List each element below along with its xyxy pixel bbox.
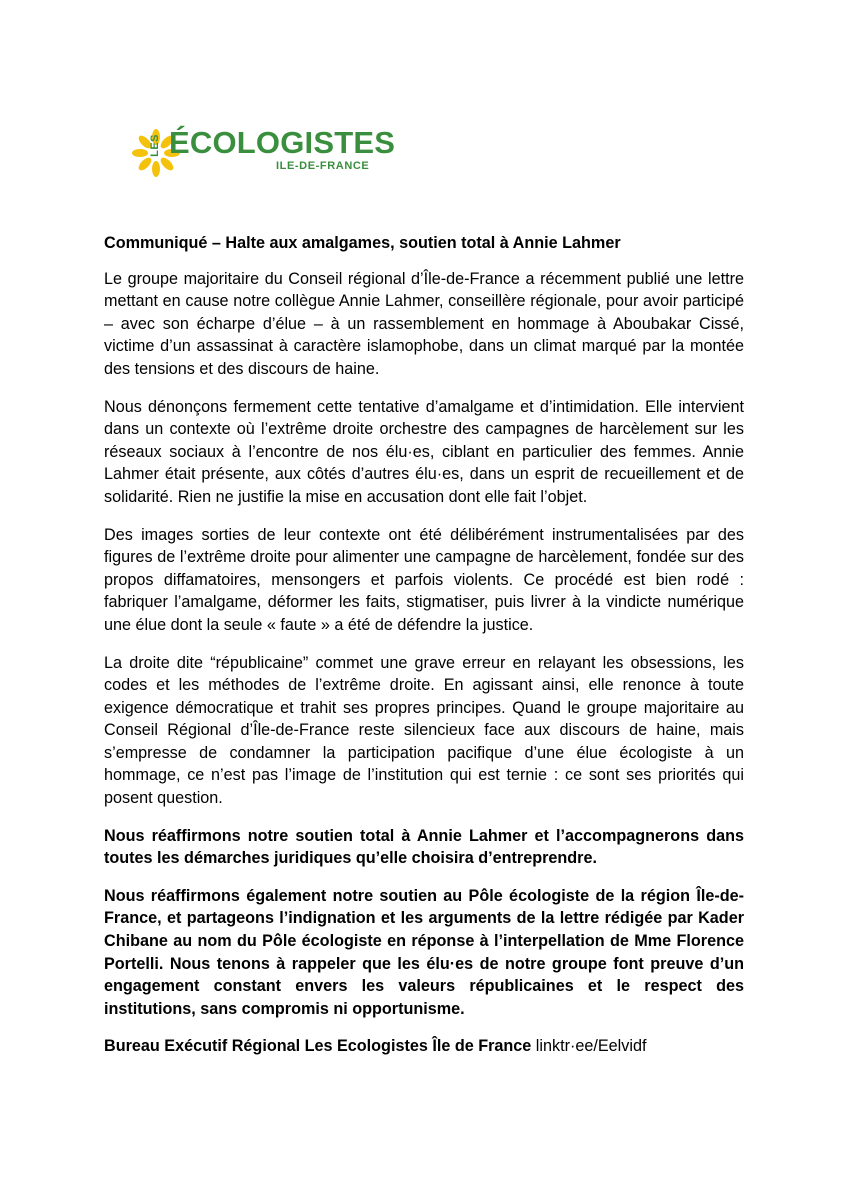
signature: Bureau Exécutif Régional Les Ecologistes Île de France: [104, 1037, 532, 1056]
paragraph: Des images sorties de leur contexte ont été délibérément instrumentalisées par des figures de l’extrême droite pour alimenter une campagne de harcèlement, fondée sur des propos diffamatoires, mensongers et parfois violents. Ce procédé est bien rodé : fabriquer l’amalgame, déformer les faits, stigmatiser, puis livrer à la vindicte numérique une élue dont la seule « faute » a été de défendre la justice.: [104, 525, 744, 634]
bold-paragraph: Nous réaffirmons notre soutien total à Annie Lahmer et l’accompagnerons dans toutes les démarches juridiques qu’elle choisira d’entreprendre.: [104, 826, 744, 868]
paragraph: Nous dénonçons fermement cette tentative d’amalgame et d’intimidation. Elle intervient dans un contexte où l’extrême droite orchestre des campagnes de harcèlement sur les réseaux sociaux à l’encontre de nos élu·es, ciblant en particulier des femmes. Annie Lahmer était présente, aux côtés d’autres élu·es, dans un esprit de recueillement et de solidarité. Rien ne justifie la mise en accusation dont elle fait l’objet.: [104, 397, 744, 506]
organization-logo: [131, 125, 396, 178]
link-text: linktr·ee/Eelvidf: [531, 1037, 647, 1056]
signature-line: [104, 1035, 744, 1058]
paragraph: Le groupe majoritaire du Conseil régional d’Île-de-France a récemment publié une lettre mettant en cause notre collègue Annie Lahmer, conseillère régionale, pour avoir participé – avec son écharpe d’élue – à un rassemblement en hommage à Aboubakar Cissé, victime d’un assassinat à caractère islamophobe, dans un climat marqué par la montée des tensions et des discours de haine.: [104, 269, 744, 378]
logo-les-text: LES: [149, 134, 161, 157]
press-release-body: [104, 232, 744, 1073]
document-title: Communiqué – Halte aux amalgames, soutien total à Annie Lahmer: [104, 234, 621, 252]
paragraph: La droite dite “républicaine” commet une grave erreur en relayant les obsessions, les codes et les méthodes de l’extrême droite. En agissant ainsi, elle renonce à toute exigence démocratique et trahit ses propres principes. Quand le groupe majoritaire au Conseil Régional d’Île-de-France reste silencieux face aux discours de haine, mais s’empresse de condamner la participation pacifique d’une élue écologiste à un hommage, ce n’est pas l’image de l’institution qui est ternie : ce sont ses priorités qui posent question.: [104, 653, 744, 808]
bold-paragraph: Nous réaffirmons également notre soutien au Pôle écologiste de la région Île-de-France, et partageons l’indignation et les arguments de la lettre rédigée par Kader Chibane au nom du Pôle écologiste en réponse à l’interpellation de Mme Florence Portelli. Nous tenons à rappeler que les élu·es de notre groupe font preuve d’un engagement constant envers les valeurs républicaines et le respect des institutions, sans compromis ni opportunisme.: [104, 886, 744, 1018]
logo-title: ÉCOLOGISTES: [169, 125, 396, 160]
logo-subtitle: ILE-DE-FRANCE: [276, 160, 370, 172]
